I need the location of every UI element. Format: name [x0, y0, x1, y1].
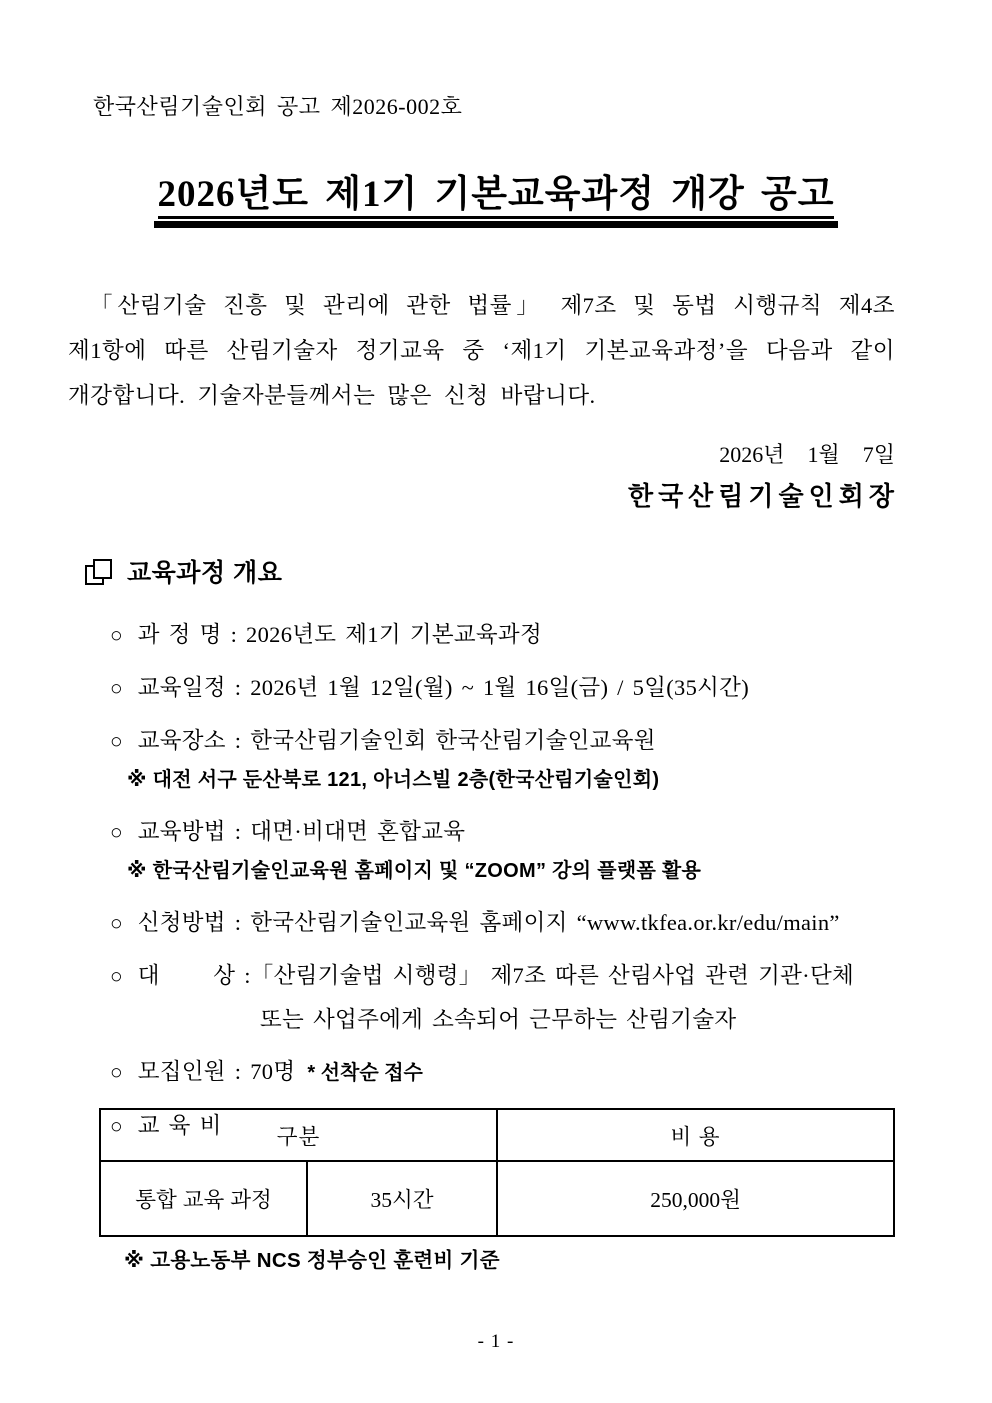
- list-item-application: ○ 신청방법 : 한국산림기술인교육원 홈페이지 “www.tkfea.or.kr/edu/main”: [110, 907, 900, 939]
- fee-table-header-row: [100, 1109, 894, 1161]
- fee-table-cell-hours: 35시간: [307, 1161, 497, 1236]
- section-heading-label: 교육과정 개요: [127, 559, 283, 587]
- fee-table-header-cost: 비 용: [497, 1109, 894, 1161]
- overview-list: [110, 598, 900, 1142]
- circle-bullet-icon: ○: [110, 820, 123, 844]
- section-heading-overview: [92, 553, 282, 589]
- intro-paragraph: 「산림기술 진흥 및 관리에 관한 법률」 제7조 및 동법 시행규칙 제4조 제1항에 따른 산림기술자 정기교육 중 ‘제1기 기본교육과정’을 다음과 같이 개강합니다. 기술자분들께서는 많은 신청 바랍니다.: [68, 293, 895, 408]
- fee-table-cell-course: 통합 교육 과정: [100, 1161, 307, 1236]
- location-address-note: ※ 대전 서구 둔산북로 121, 아너스빌 2층(한국산림기술인회): [127, 769, 660, 791]
- list-item-target: ○ 대 상 :「산림기술법 시행령」 제7조 따른 산림사업 관련 기관·단체: [110, 960, 900, 992]
- shadowed-square-bullet-icon: [92, 561, 111, 582]
- circle-bullet-icon: ○: [110, 911, 123, 935]
- issuer-name: 한국산림기술인회장: [627, 482, 899, 511]
- fee-table: [99, 1108, 895, 1237]
- announcement-date: 2026년 1월 7일: [719, 442, 895, 467]
- list-item-course-name: ○ 과 정 명 : 2026년도 제1기 기본교육과정: [110, 619, 900, 651]
- title-text: 2026년도 제1기 기본교육과정 개강 공고: [158, 174, 835, 219]
- circle-bullet-icon: ○: [110, 623, 123, 647]
- circle-bullet-icon: ○: [110, 676, 123, 700]
- list-item-location: ○ 교육장소 : 한국산림기술인회 한국산림기술인교육원: [110, 725, 900, 757]
- fee-table-note: ※ 고용노동부 NCS 정부승인 훈련비 기준: [124, 1249, 500, 1272]
- title-underline: [154, 163, 839, 228]
- list-item-method: ○ 교육방법 : 대면·비대면 혼합교육: [110, 816, 900, 848]
- circle-bullet-icon: ○: [110, 729, 123, 753]
- list-item-fee: ○ 교 육 비: [110, 1110, 900, 1142]
- page-title: [0, 163, 992, 228]
- method-platform-note: ※ 한국산림기술인교육원 홈페이지 및 “ZOOM” 강의 플랫폼 활용: [127, 860, 702, 882]
- page-number: - 1 -: [477, 1331, 515, 1352]
- circle-bullet-icon: ○: [110, 1060, 123, 1084]
- fee-table-cell-price: 250,000원: [497, 1161, 894, 1236]
- first-come-note: * 선착순 접수: [307, 1062, 423, 1084]
- circle-bullet-icon: ○: [110, 1114, 123, 1138]
- list-item-schedule: ○ 교육일정 : 2026년 1월 12일(월) ~ 1월 16일(금) / 5일(35시간): [110, 672, 900, 704]
- doc-number: 한국산림기술인회 공고 제2026-002호: [93, 94, 463, 119]
- fee-table-data-row: [100, 1161, 894, 1236]
- list-item-capacity: ○ 모집인원 : 70명 * 선착순 접수: [110, 1056, 900, 1089]
- target-continuation-line: 또는 사업주에게 소속되어 근무하는 산림기술자: [260, 1007, 737, 1032]
- circle-bullet-icon: ○: [110, 964, 123, 988]
- fee-table-header-category: 구분: [100, 1109, 497, 1161]
